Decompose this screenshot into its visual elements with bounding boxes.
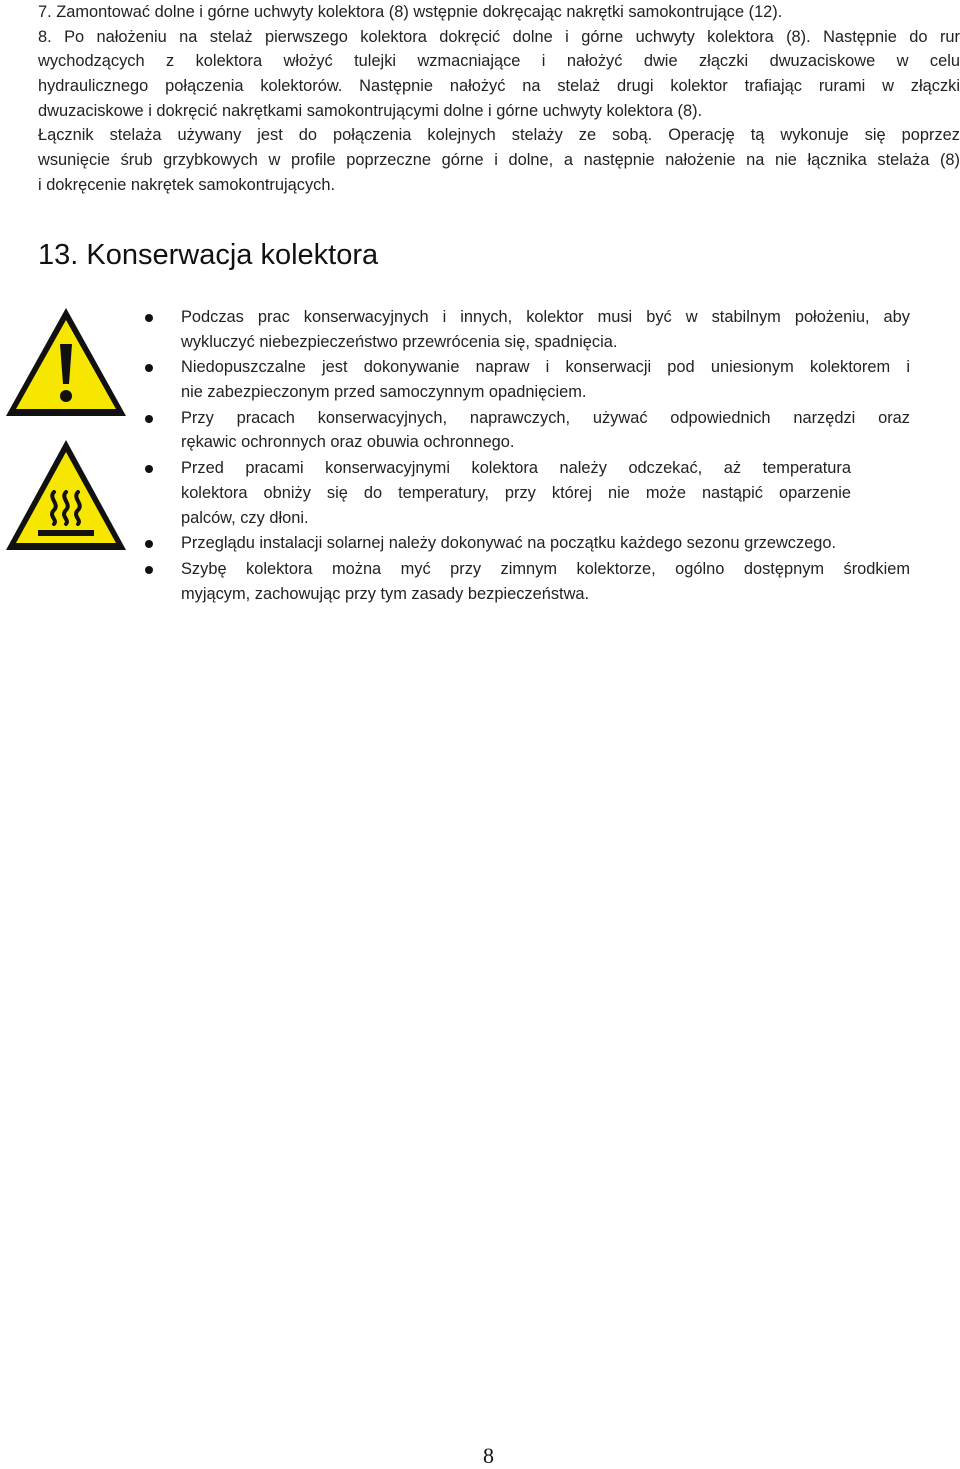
bullet-line: Przy pracach konserwacyjnych, naprawczych, używać odpowiednich narzędzi oraz [181, 408, 910, 427]
list-item [140, 355, 910, 404]
maintenance-bullet-list [140, 305, 910, 607]
list-item [140, 456, 851, 530]
intro-line: i dokręcenie nakrętek samokontrujących. [38, 175, 336, 194]
intro-paragraphs [38, 0, 960, 198]
bullet-line: myjącym, zachowując przy tym zasady bezpieczeństwa. [181, 584, 590, 603]
bullet-icon [145, 566, 153, 574]
page-number: 8 [483, 1443, 494, 1468]
bullet-line: palców, czy dłoni. [181, 508, 309, 527]
list-item [140, 305, 910, 354]
bullet-icon [145, 540, 153, 548]
intro-line: dwuzaciskowe i dokręcić nakrętkami samokontrującymi dolne i górne uchwyty kolektora (8). [38, 101, 703, 120]
bullet-line: Przed pracami konserwacyjnymi kolektora należy odczekać, aż temperatura [181, 459, 851, 478]
general-warning-icon [2, 304, 130, 422]
bullet-line: wykluczyć niebezpieczeństwo przewrócenia się, spadnięcia. [181, 332, 618, 351]
list-item [140, 406, 910, 455]
bullet-icon [145, 314, 153, 322]
intro-line: wsunięcie śrub grzybkowych w profile poprzeczne górne i dolne, a następnie nałożenie na nie łącznika stelaża (8) [38, 151, 960, 170]
intro-line: wychodzących z kolektora włożyć tulejki wzmacniające i nałożyć dwie złączki dwuzaciskowe w celu [38, 52, 960, 71]
intro-line: hydraulicznego połączenia kolektorów. Następnie nałożyć na stelaż drugi kolektor trafiając rurami w złączki [38, 77, 960, 96]
bullet-line: nie zabezpieczonym przed samoczynnym opadnięciem. [181, 383, 587, 402]
intro-line: Łącznik stelaża używany jest do połączenia kolejnych stelaży ze sobą. Operację tą wykonuje się poprzez [38, 126, 960, 145]
intro-line: 8. Po nałożeniu na stelaż pierwszego kolektora dokręcić dolne i górne uchwyty kolektora (8). Następnie do rur [38, 27, 960, 46]
bullet-line: Przeglądu instalacji solarnej należy dokonywać na początku każdego sezonu grzewczego. [181, 534, 837, 553]
bullet-icon [145, 364, 153, 372]
bullet-line: kolektora obniży się do temperatury, przy której nie może nastąpić oparzenie [181, 483, 851, 502]
bullet-line: rękawic ochronnych oraz obuwia ochronnego. [181, 433, 515, 452]
section-heading: 13. Konserwacja kolektora [38, 239, 379, 271]
bullet-line: Podczas prac konserwacyjnych i innych, kolektor musi być w stabilnym położeniu, aby [181, 308, 910, 326]
bullet-icon [145, 415, 153, 423]
warning-signs [2, 304, 130, 556]
bullet-icon [145, 465, 153, 473]
list-item [140, 557, 910, 606]
hot-surface-warning-icon [2, 436, 130, 556]
bullet-line: Niedopuszczalne jest dokonywanie napraw i konserwacji pod uniesionym kolektorem i [181, 358, 910, 377]
list-item [140, 531, 910, 556]
bullet-line: Szybę kolektora można myć przy zimnym kolektorze, ogólno dostępnym środkiem [181, 559, 910, 578]
intro-line: 7. Zamontować dolne i górne uchwyty kolektora (8) wstępnie dokręcając nakrętki samokontrujące (12). [38, 3, 783, 21]
